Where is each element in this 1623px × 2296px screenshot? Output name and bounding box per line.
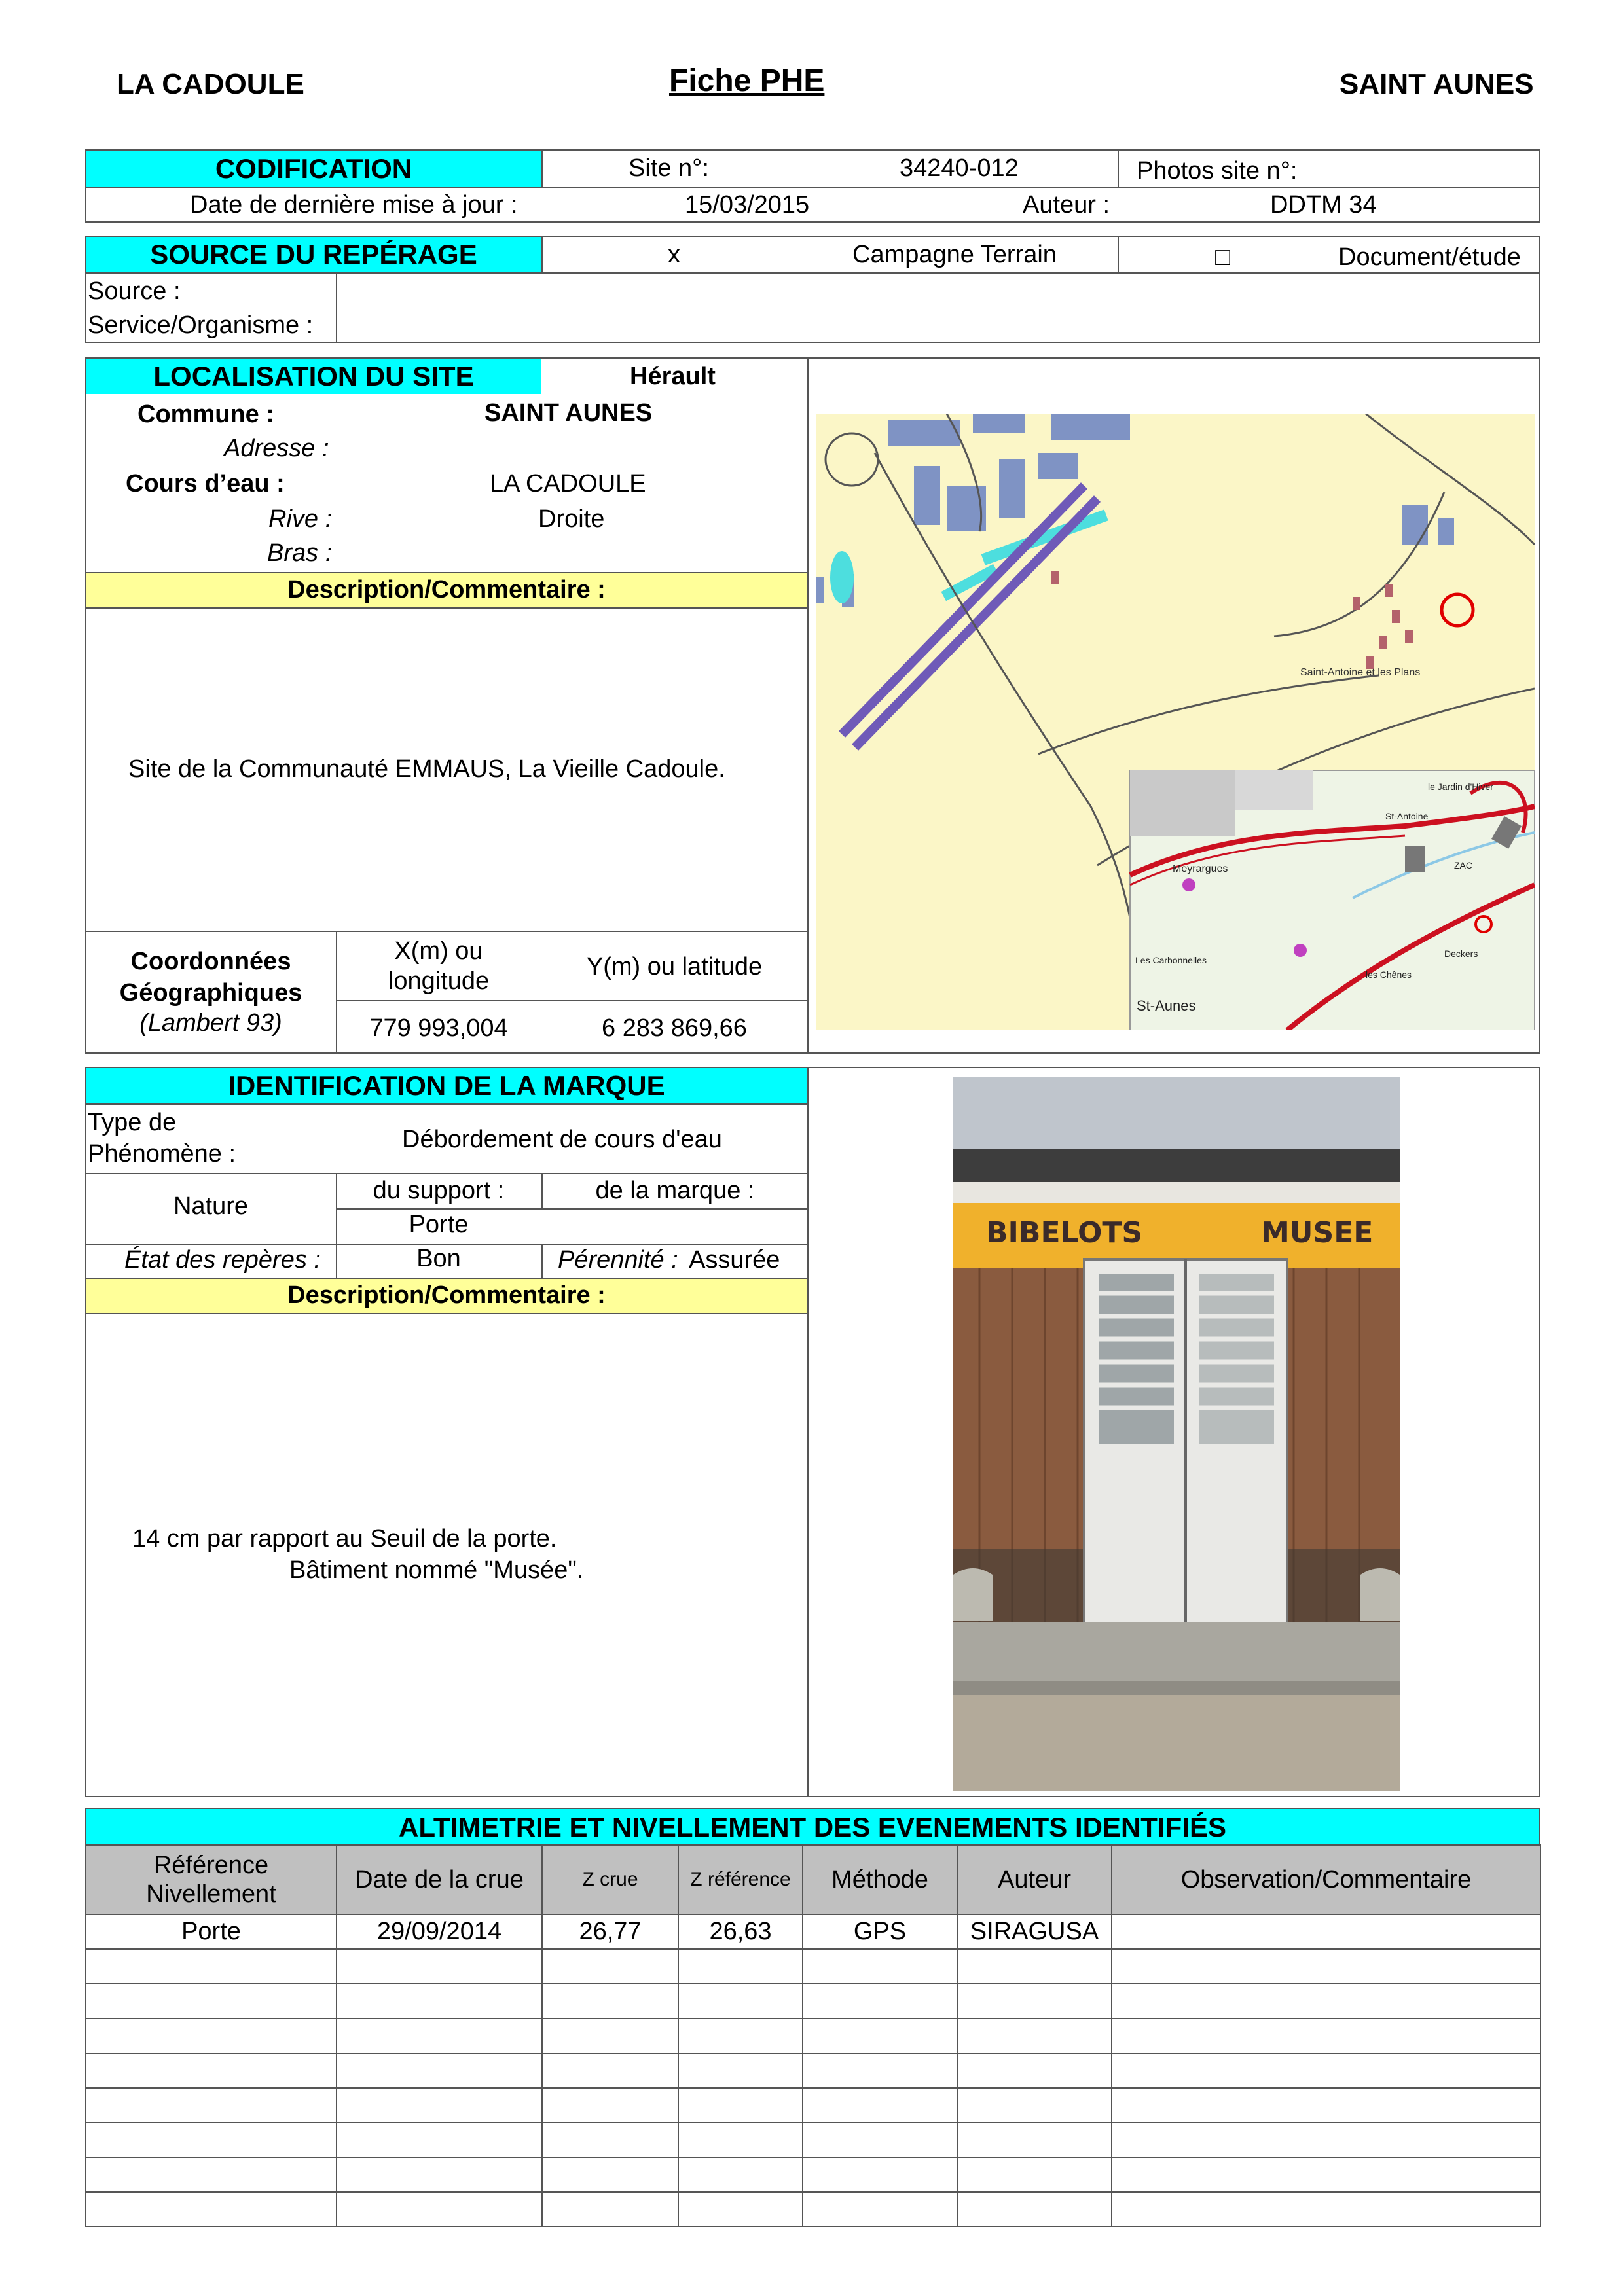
document-label: Document/étude bbox=[1338, 243, 1521, 271]
col-observation: Observation/Commentaire bbox=[1112, 1845, 1541, 1914]
page-title: Fiche PHE bbox=[669, 63, 825, 98]
etat-reperes-label: État des repères : bbox=[124, 1246, 321, 1274]
cell-date: 29/09/2014 bbox=[337, 1914, 542, 1949]
table-row bbox=[86, 1949, 1541, 1984]
type-phenomene-value: Débordement de cours d'eau bbox=[402, 1126, 722, 1153]
cell-auteur: SIRAGUSA bbox=[957, 1914, 1112, 1949]
altimetrie-header-row bbox=[86, 1845, 1541, 1914]
inset-map bbox=[1130, 770, 1535, 1030]
table-row bbox=[86, 2088, 1541, 2123]
nature-label: Nature bbox=[173, 1193, 249, 1220]
cell-observation bbox=[1112, 1914, 1541, 1949]
localisation-description-text: Site de la Communauté EMMAUS, La Vieille Cadoule. bbox=[128, 755, 725, 783]
col-z-reference: Z référence bbox=[678, 1845, 803, 1914]
inset-label-meyrargues: Meyrargues bbox=[1173, 863, 1228, 874]
cours-eau-label: Cours d’eau : bbox=[126, 470, 285, 497]
marque-description-line-1: 14 cm par rapport au Seuil de la porte. bbox=[132, 1525, 557, 1552]
perennite-value: Assurée bbox=[689, 1246, 780, 1274]
bras-label: Bras : bbox=[267, 539, 333, 567]
support-value: Porte bbox=[409, 1211, 469, 1238]
y-value: 6 283 869,66 bbox=[602, 1014, 747, 1042]
etat-reperes-value: Bon bbox=[416, 1245, 461, 1272]
inset-label-jardin: le Jardin d'Hiver bbox=[1428, 781, 1493, 792]
inset-label-st-aunes: St-Aunes bbox=[1137, 997, 1196, 1014]
table-row bbox=[86, 1914, 1541, 1949]
inset-label-deckers: Deckers bbox=[1444, 948, 1478, 959]
col-methode: Méthode bbox=[803, 1845, 957, 1914]
site-number-label: Site n°: bbox=[629, 154, 709, 182]
author-value: DDTM 34 bbox=[1270, 191, 1377, 219]
adresse-label: Adresse : bbox=[224, 435, 329, 462]
marque-description-line-2: Bâtiment nommé "Musée". bbox=[289, 1556, 584, 1584]
document-checkbox[interactable]: □ bbox=[1215, 243, 1230, 271]
col-auteur: Auteur bbox=[957, 1845, 1112, 1914]
coord-label-1: Coordonnées bbox=[130, 948, 291, 975]
col-date: Date de la crue bbox=[337, 1845, 542, 1914]
site-photo bbox=[953, 1077, 1400, 1791]
update-date-value: 15/03/2015 bbox=[685, 191, 810, 219]
coord-label-3: (Lambert 93) bbox=[139, 1009, 282, 1037]
marque-label: de la marque : bbox=[595, 1177, 755, 1204]
rive-value: Droite bbox=[538, 505, 605, 533]
inset-label-st-antoine: St-Antoine bbox=[1385, 811, 1429, 821]
campaign-checkmark[interactable]: x bbox=[668, 241, 680, 268]
codification-title: CODIFICATION bbox=[86, 151, 541, 187]
altimetrie-table bbox=[85, 1844, 1541, 2227]
table-row bbox=[86, 2157, 1541, 2192]
table-row bbox=[86, 2123, 1541, 2157]
header-commune: SAINT AUNES bbox=[1340, 68, 1534, 100]
inset-label-zac: ZAC bbox=[1454, 860, 1472, 870]
rive-label: Rive : bbox=[268, 505, 333, 533]
department: Hérault bbox=[630, 363, 716, 390]
site-number-value: 34240-012 bbox=[900, 154, 1019, 182]
altimetrie-title: ALTIMETRIE ET NIVELLEMENT DES EVENEMENTS IDENTIFIÉS bbox=[85, 1808, 1540, 1844]
inset-label-chenes: les Chênes bbox=[1366, 969, 1412, 980]
x-value: 779 993,004 bbox=[369, 1014, 508, 1042]
table-row bbox=[86, 2192, 1541, 2227]
map-place-label: Saint-Antoine et les Plans bbox=[1300, 667, 1421, 678]
photos-site-label: Photos site n°: bbox=[1137, 157, 1298, 185]
col-reference: Référence Nivellement bbox=[86, 1845, 337, 1914]
table-row bbox=[86, 2053, 1541, 2088]
coord-label-2: Géographiques bbox=[119, 979, 302, 1007]
table-row bbox=[86, 1984, 1541, 2018]
x-label-2: longitude bbox=[388, 967, 490, 995]
photo-sign-right: MUSEE bbox=[1261, 1216, 1374, 1249]
source-title: SOURCE DU REPÉRAGE bbox=[86, 237, 541, 272]
y-label: Y(m) ou latitude bbox=[586, 953, 763, 980]
photo-sign-left: BIBELOTS bbox=[986, 1216, 1143, 1249]
location-map bbox=[816, 414, 1535, 1030]
commune-label: Commune : bbox=[137, 401, 274, 428]
type-phenomene-label-1: Type de bbox=[88, 1109, 177, 1136]
marque-title: IDENTIFICATION DE LA MARQUE bbox=[86, 1068, 807, 1103]
cell-z-reference: 26,63 bbox=[678, 1914, 803, 1949]
marque-description-title: Description/Commentaire : bbox=[86, 1278, 807, 1313]
localisation-description-title: Description/Commentaire : bbox=[86, 572, 807, 607]
commune-value: SAINT AUNES bbox=[484, 399, 653, 427]
localisation-title: LOCALISATION DU SITE bbox=[86, 359, 541, 394]
service-label: Service/Organisme : bbox=[88, 312, 314, 339]
x-label-1: X(m) ou bbox=[394, 937, 483, 965]
header-river: LA CADOULE bbox=[117, 68, 304, 100]
perennite-label: Pérennité : bbox=[558, 1246, 678, 1274]
inset-label-carbonnelles: Les Carbonnelles bbox=[1135, 955, 1207, 965]
author-label: Auteur : bbox=[1023, 191, 1110, 219]
cell-z-crue: 26,77 bbox=[542, 1914, 678, 1949]
source-label: Source : bbox=[88, 278, 181, 305]
table-row bbox=[86, 2018, 1541, 2053]
cours-eau-value: LA CADOULE bbox=[490, 470, 646, 497]
support-label: du support : bbox=[373, 1177, 505, 1204]
cell-methode: GPS bbox=[803, 1914, 957, 1949]
cell-reference: Porte bbox=[86, 1914, 337, 1949]
campaign-label: Campagne Terrain bbox=[852, 241, 1057, 268]
update-date-label: Date de dernière mise à jour : bbox=[190, 191, 518, 219]
col-z-crue: Z crue bbox=[542, 1845, 678, 1914]
type-phenomene-label-2: Phénomène : bbox=[88, 1140, 236, 1168]
